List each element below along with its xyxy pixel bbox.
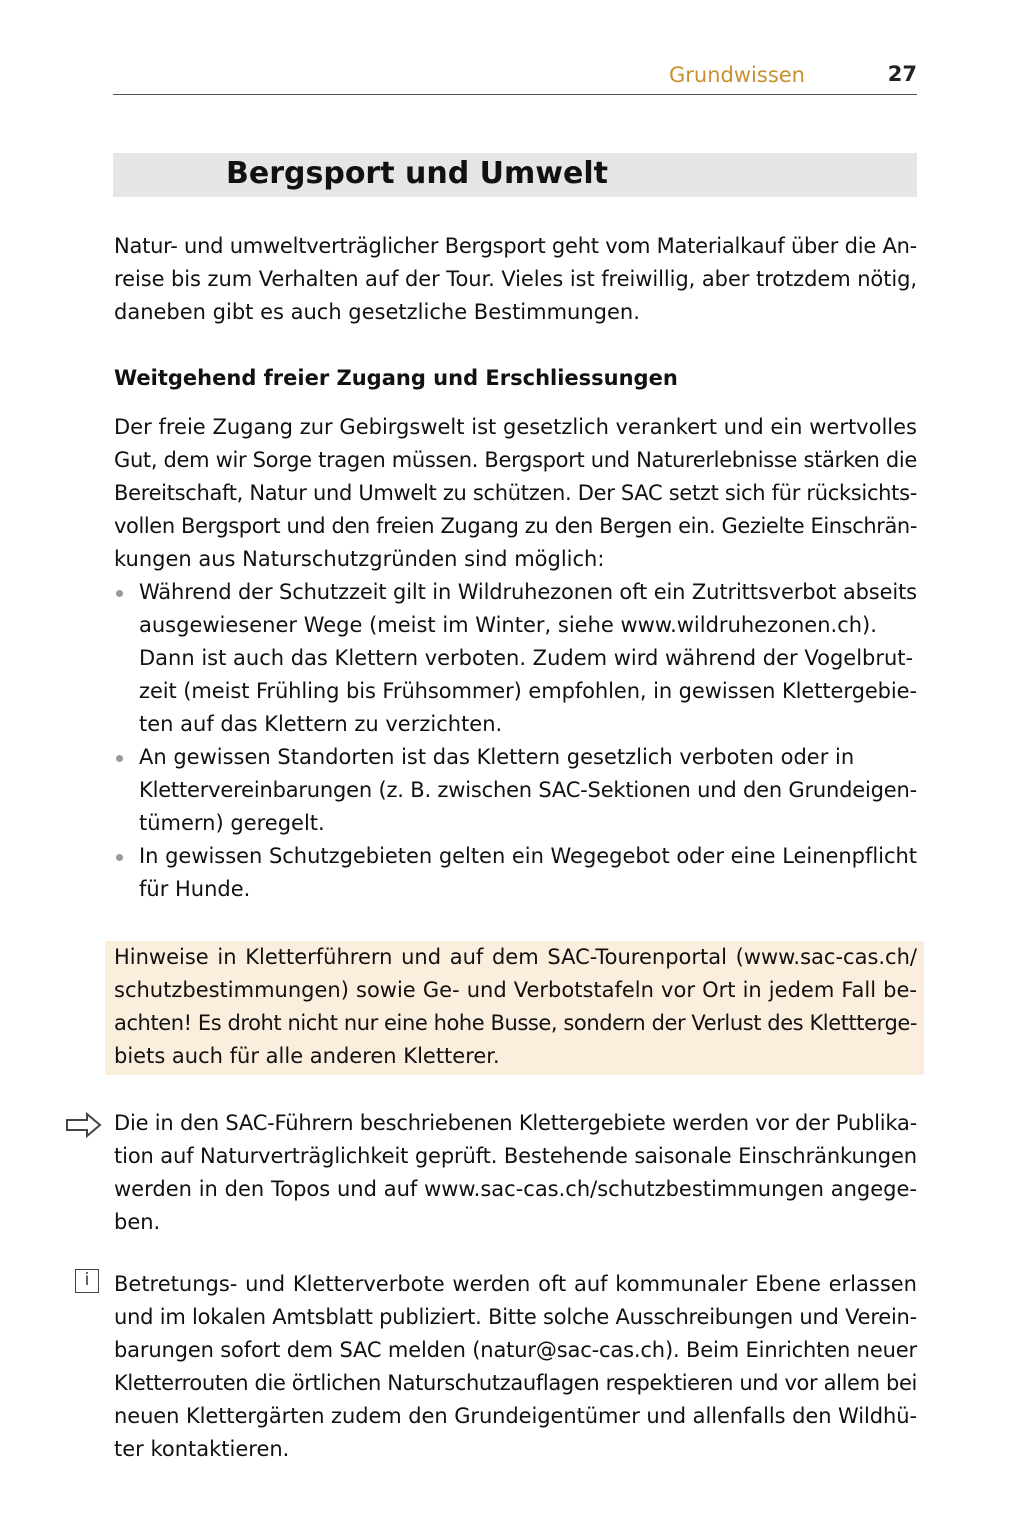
text-line: Hinweise in Kletterführern und auf dem SAC-Tourenportal (www.sac-cas.ch/: [114, 945, 917, 969]
running-header: [113, 60, 917, 95]
text-line: kungen aus Naturschutzgründen sind möglich:: [114, 547, 605, 571]
list-item: [114, 576, 917, 741]
text-line: ter kontaktieren.: [114, 1437, 290, 1461]
text-line: reise bis zum Verhalten auf der Tour. Vieles ist freiwillig, aber trotzdem nötig,: [114, 267, 917, 291]
text-line: Bereitschaft, Natur und Umwelt zu schützen. Der SAC setzt sich für rücksichts-: [114, 481, 917, 505]
bullet-icon: [116, 854, 123, 861]
intro-paragraph: [114, 230, 917, 329]
text-line: ben.: [114, 1210, 161, 1234]
text-line: zeit (meist Frühling bis Frühsommer) empfohlen, in gewissen Klettergebie-: [139, 679, 917, 703]
access-paragraph: [114, 411, 917, 906]
arrow-right-icon: [65, 1111, 103, 1139]
text-line: Dann ist auch das Klettern verboten. Zudem wird während der Vogelbrut-: [139, 646, 914, 670]
restriction-list: [114, 576, 917, 906]
text-line: daneben gibt es auch gesetzliche Bestimmungen.: [114, 300, 640, 324]
text-line: barungen sofort dem SAC melden (natur@sac-cas.ch). Beim Einrichten neuer: [114, 1338, 917, 1362]
list-item: [114, 741, 917, 840]
text-line: schutzbestimmungen) sowie Ge- und Verbotstafeln vor Ort in jedem Fall be-: [114, 978, 917, 1002]
info-paragraph: [114, 1268, 917, 1466]
text-line: In gewissen Schutzgebieten gelten ein Wegegebot oder eine Leinenpflicht: [139, 844, 918, 868]
list-item: [114, 840, 917, 906]
text-line: für Hunde.: [139, 877, 251, 901]
bullet-icon: [116, 755, 123, 762]
text-line: ausgewiesener Wege (meist im Winter, siehe www.wildruhezonen.ch).: [139, 613, 877, 637]
text-line: Betretungs- und Kletterverbote werden oft auf kommunaler Ebene erlassen: [114, 1272, 917, 1296]
text-line: An gewissen Standorten ist das Klettern gesetzlich verboten oder in: [139, 745, 855, 769]
subheading: Weitgehend freier Zugang und Erschliessungen: [114, 366, 678, 390]
tip-paragraph: [114, 1107, 917, 1239]
title-bar: [113, 153, 917, 197]
text-line: neuen Klettergärten zudem den Grundeigentümer und allenfalls den Wildhü-: [114, 1404, 917, 1428]
text-line: Kletterrouten die örtlichen Naturschutzauflagen respektieren und vor allem bei: [114, 1371, 917, 1395]
bullet-icon: [116, 590, 123, 597]
section-name: Grundwissen: [669, 63, 805, 87]
text-line: Während der Schutzzeit gilt in Wildruhezonen oft ein Zutrittsverbot abseits: [139, 580, 917, 604]
text-line: biets auch für alle anderen Kletterer.: [114, 1044, 500, 1068]
text-line: Der freie Zugang zur Gebirgswelt ist gesetzlich verankert und ein wertvolles: [114, 415, 917, 439]
text-line: vollen Bergsport und den freien Zugang zu den Bergen ein. Gezielte Einschrän-: [114, 514, 917, 538]
page-number: 27: [887, 62, 917, 86]
text-line: achten! Es droht nicht nur eine hohe Busse, sondern der Verlust des Klettterge-: [114, 1011, 917, 1035]
text-line: und im lokalen Amtsblatt publiziert. Bitte solche Ausschreibungen und Verein-: [114, 1305, 917, 1329]
text-line: ten auf das Klettern zu verzichten.: [139, 712, 503, 736]
text-line: tion auf Naturverträglichkeit geprüft. Bestehende saisonale Einschränkungen: [114, 1144, 917, 1168]
info-icon: i: [75, 1269, 99, 1293]
text-line: Die in den SAC-Führern beschriebenen Klettergebiete werden vor der Publika-: [114, 1111, 917, 1135]
text-line: Klettervereinbarungen (z. B. zwischen SAC-Sektionen und den Grundeigen-: [139, 778, 917, 802]
text-line: werden in den Topos und auf www.sac-cas.ch/schutzbestimmungen angege-: [114, 1177, 917, 1201]
text-line: Natur- und umweltverträglicher Bergsport geht vom Materialkauf über die An-: [114, 234, 917, 258]
text-line: Gut, dem wir Sorge tragen müssen. Bergsport und Naturerlebnisse stärken die: [114, 448, 917, 472]
text-line: tümern) geregelt.: [139, 811, 325, 835]
page-title: Bergsport und Umwelt: [226, 156, 608, 191]
notice-box: [105, 941, 924, 1075]
